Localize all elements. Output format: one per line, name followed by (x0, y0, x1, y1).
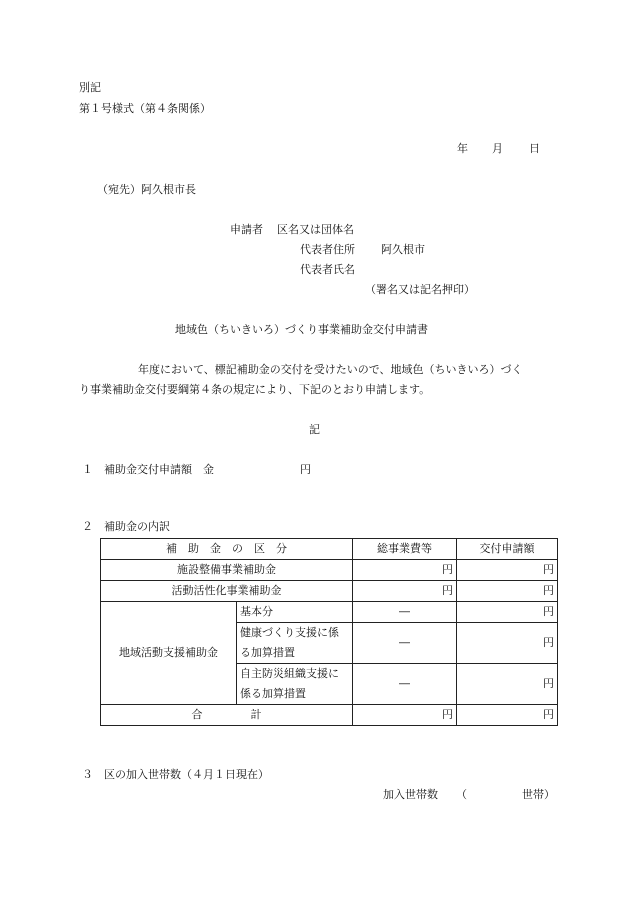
seal-note: （署名又は記名押印） (365, 283, 475, 296)
date-month-label: 月 (492, 142, 503, 155)
section2-number: ２ (82, 520, 93, 533)
sub-health-label (237, 623, 353, 664)
section3-number: ３ (82, 768, 93, 781)
sub-disaster-label-line1: 自主防災組織支援に (240, 667, 339, 680)
sum-total: 円 (353, 705, 457, 726)
body-line-2: り事業補助金交付要綱第４条の規定により、下記のとおり申請します。 (79, 383, 431, 396)
table-row (101, 602, 558, 623)
row-facility-request: 円 (457, 560, 558, 581)
sub-health-request: 円 (457, 623, 558, 664)
row-activity-total: 円 (353, 581, 457, 602)
sub-health-label-line2: る加算措置 (240, 646, 295, 659)
sub-health-label-line1: 健康づくり支援に係 (240, 626, 339, 639)
row-activity-request: 円 (457, 581, 558, 602)
appendix-label: 別記 (79, 81, 101, 94)
sub-health-total: ― (353, 623, 457, 664)
row-facility-label: 施設整備事業補助金 (101, 560, 353, 581)
sum-label-b: 計 (250, 708, 262, 721)
rep-address-label: 代表者住所 (300, 243, 355, 256)
table-row (101, 581, 558, 602)
section2-label: 補助金の内訳 (104, 520, 170, 533)
table-header-row (101, 539, 558, 560)
sub-disaster-request: 円 (457, 664, 558, 705)
row-facility-total: 円 (353, 560, 457, 581)
header-total-cost: 総事業費等 (353, 539, 457, 560)
ki-heading: 記 (309, 423, 320, 436)
sub-disaster-label-line2: 係る加算措置 (240, 687, 306, 700)
body-line-1: 年度において、標記補助金の交付を受けたいので、地域色（ちいきいろ）づく (138, 363, 523, 376)
recipient: （宛先）阿久根市長 (97, 183, 196, 196)
sub-basic-label: 基本分 (237, 602, 353, 623)
section3-label: 区の加入世帯数（４月１日現在） (104, 768, 269, 781)
household-count-label: 加入世帯数 (383, 788, 438, 801)
applicant-label: 申請者 (230, 223, 263, 236)
date-year-label: 年 (457, 142, 468, 155)
table-total-row (101, 705, 558, 726)
rep-address-value: 阿久根市 (381, 243, 425, 256)
household-unit: 世帯） (522, 788, 555, 801)
sub-basic-request: 円 (457, 602, 558, 623)
header-request-amount: 交付申請額 (457, 539, 558, 560)
sub-disaster-total: ― (353, 664, 457, 705)
sub-basic-total: ― (353, 602, 457, 623)
section1-label: 補助金交付申請額 金 (104, 463, 214, 476)
header-category: 補 助 金 の 区 分 (101, 539, 353, 560)
document-title: 地域色（ちいきいろ）づくり事業補助金交付申請書 (175, 323, 428, 336)
subsidy-breakdown-table (100, 538, 558, 726)
date-day-label: 日 (529, 142, 540, 155)
sum-request: 円 (457, 705, 558, 726)
section1-number: １ (82, 463, 93, 476)
group-regional-support-label: 地域活動支援補助金 (101, 602, 237, 705)
sum-label (101, 705, 353, 726)
sub-disaster-label (237, 664, 353, 705)
form-number: 第１号様式（第４条関係） (79, 102, 211, 115)
household-open-paren: （ (456, 788, 467, 801)
row-activity-label: 活動活性化事業補助金 (101, 581, 353, 602)
table-row (101, 560, 558, 581)
section1-unit: 円 (300, 463, 311, 476)
sum-label-a: 合 (191, 708, 203, 721)
org-name-label: 区名又は団体名 (277, 223, 354, 236)
rep-name-label: 代表者氏名 (300, 263, 355, 276)
